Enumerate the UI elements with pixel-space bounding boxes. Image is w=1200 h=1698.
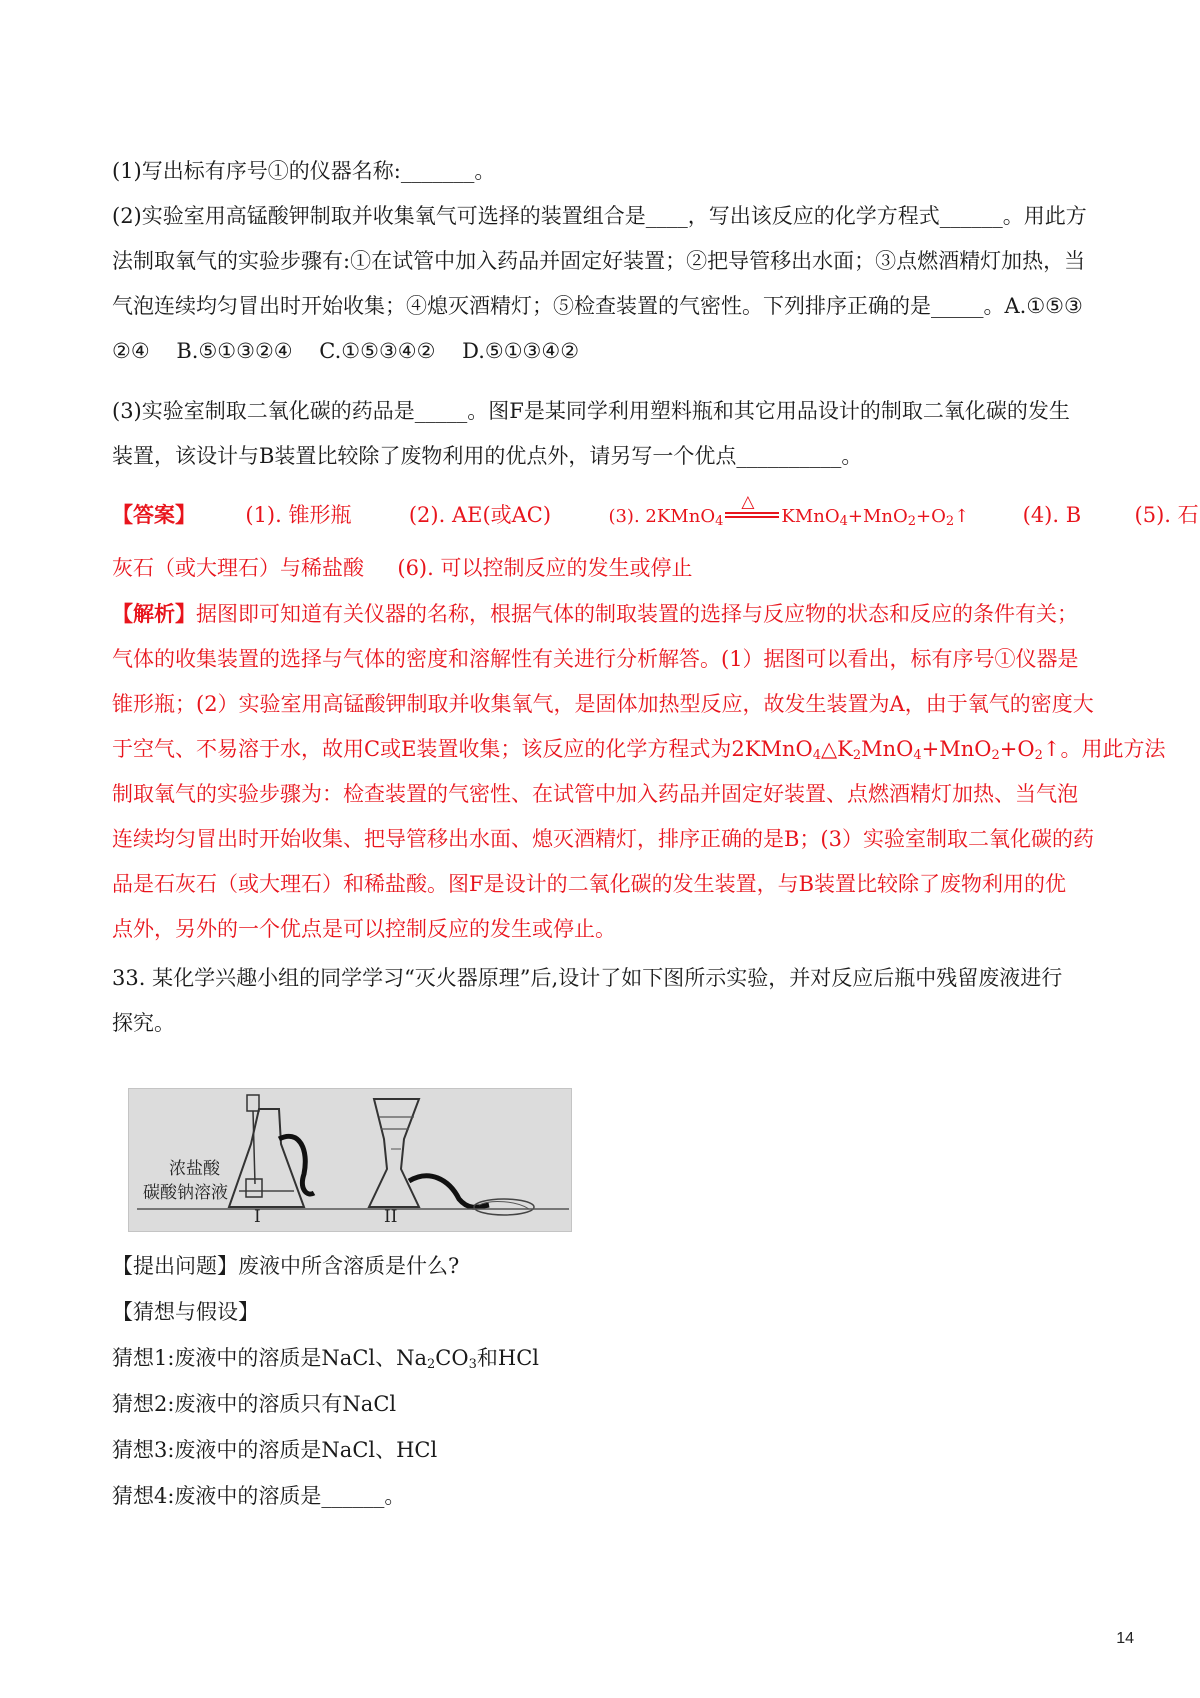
q33-question: 【提出问题】废液中所含溶质是什么? bbox=[112, 1254, 460, 1278]
answer-3: (3). 2KMnO$_4$ △ $KMnO_4+MnO_2+O_2↑$ bbox=[608, 492, 970, 529]
hypothesis-4: 猜想4:废液中的溶质是______。 bbox=[112, 1484, 406, 1508]
label-concentrated-hcl: 浓盐酸 bbox=[169, 1159, 220, 1179]
q32-part2-line2: 法制取氧气的实验步骤有:①在试管中加入药品并固定好装置；②把导管移出水面；③点燃酒精灯加热，当 bbox=[112, 249, 1086, 273]
label-apparatus-i: I bbox=[254, 1207, 261, 1227]
answer-line1 bbox=[112, 492, 1199, 536]
answer-line2: 灰石（或大理石）与稀盐酸 (6). 可以控制反应的发生或停止 bbox=[112, 556, 693, 580]
delta-sign: △ bbox=[820, 737, 838, 761]
q33-line2: 探究。 bbox=[112, 1011, 175, 1035]
hypothesis-2: 猜想2:废液中的溶质只有NaCl bbox=[112, 1392, 397, 1416]
fire-extinguisher-experiment-figure bbox=[128, 1088, 572, 1232]
q32-part2-options: ②④ B.⑤①③②④ C.①⑤③④② D.⑤①③④② bbox=[112, 339, 580, 363]
answer-1: (1). 锥形瓶 bbox=[245, 503, 352, 527]
q32-part1: (1)写出标有序号①的仪器名称:_______。 bbox=[112, 159, 496, 183]
analysis-tag: 【解析】 bbox=[112, 601, 196, 626]
q32-part3-line1: (3)实验室制取二氧化碳的药品是_____。图F是某同学利用塑料瓶和其它用品设计的制取二氧化碳的发生 bbox=[112, 399, 1070, 423]
analysis-line4: 于空气、不易溶于水，故用C或E装置收集；该反应的化学方程式为$2KMnO_4\triangle K_2MnO_4+MnO_2+O_2↑$。用此方法 bbox=[112, 737, 1166, 763]
q32-part2-line3: 气泡连续均匀冒出时开始收集；④熄灭酒精灯；⑤检查装置的气密性。下列排序正确的是_____。A.①⑤③ bbox=[112, 294, 1083, 318]
hypothesis-3: 猜想3:废液中的溶质是NaCl、HCl bbox=[112, 1438, 438, 1462]
answer-5: (5). 石 bbox=[1134, 503, 1199, 527]
hypothesis-1: 猜想1:废液中的溶质是NaCl、$Na_2CO_3$和HCl bbox=[112, 1346, 539, 1372]
analysis-line5: 制取氧气的实验步骤为：检查装置的气密性、在试管中加入药品并固定好装置、点燃酒精灯加热、当气泡 bbox=[112, 782, 1078, 806]
q32-part2-line1: (2)实验室用高锰酸钾制取并收集氧气可选择的装置组合是____，写出该反应的化学方程式______。用此方 bbox=[112, 204, 1087, 228]
answer-2: (2). AE(或AC) bbox=[408, 503, 552, 527]
label-apparatus-ii: II bbox=[384, 1207, 398, 1227]
analysis-line3: 锥形瓶；(2）实验室用高锰酸钾制取并收集氧气，是固体加热型反应，故发生装置为A，由于氧气的密度大 bbox=[112, 692, 1094, 716]
answer-4: (4). B bbox=[1022, 503, 1082, 527]
analysis-line6: 连续均匀冒出时开始收集、把导管移出水面、熄灭酒精灯，排序正确的是B；(3）实验室制取二氧化碳的药 bbox=[112, 827, 1094, 851]
analysis-line2: 气体的收集装置的选择与气体的密度和溶解性有关进行分析解答。(1）据图可以看出，标有序号①仪器是 bbox=[112, 647, 1079, 671]
q33-hypothesis-title: 【猜想与假设】 bbox=[112, 1300, 259, 1324]
q33-line1: 33. 某化学兴趣小组的同学学习“灭火器原理”后,设计了如下图所示实验，并对反应后瓶中残留废液进行 bbox=[112, 966, 1063, 990]
analysis-line1: 【解析】据图即可知道有关仪器的名称，根据气体的制取装置的选择与反应物的状态和反应的条件有关； bbox=[112, 601, 1078, 626]
answer-tag: 【答案】 bbox=[112, 502, 196, 527]
analysis-line7: 品是石灰石（或大理石）和稀盐酸。图F是设计的二氧化碳的发生装置，与B装置比较除了废物利用的优 bbox=[112, 872, 1066, 896]
label-sodium-carbonate: 碳酸钠溶液 bbox=[143, 1183, 228, 1203]
page-number: 14 bbox=[1116, 1630, 1134, 1647]
q32-part3-line2: 装置，该设计与B装置比较除了废物利用的优点外，请另写一个优点__________。 bbox=[112, 444, 863, 468]
analysis-line8: 点外，另外的一个优点是可以控制反应的发生或停止。 bbox=[112, 917, 616, 941]
delta-equation-sign: △ bbox=[723, 500, 781, 526]
